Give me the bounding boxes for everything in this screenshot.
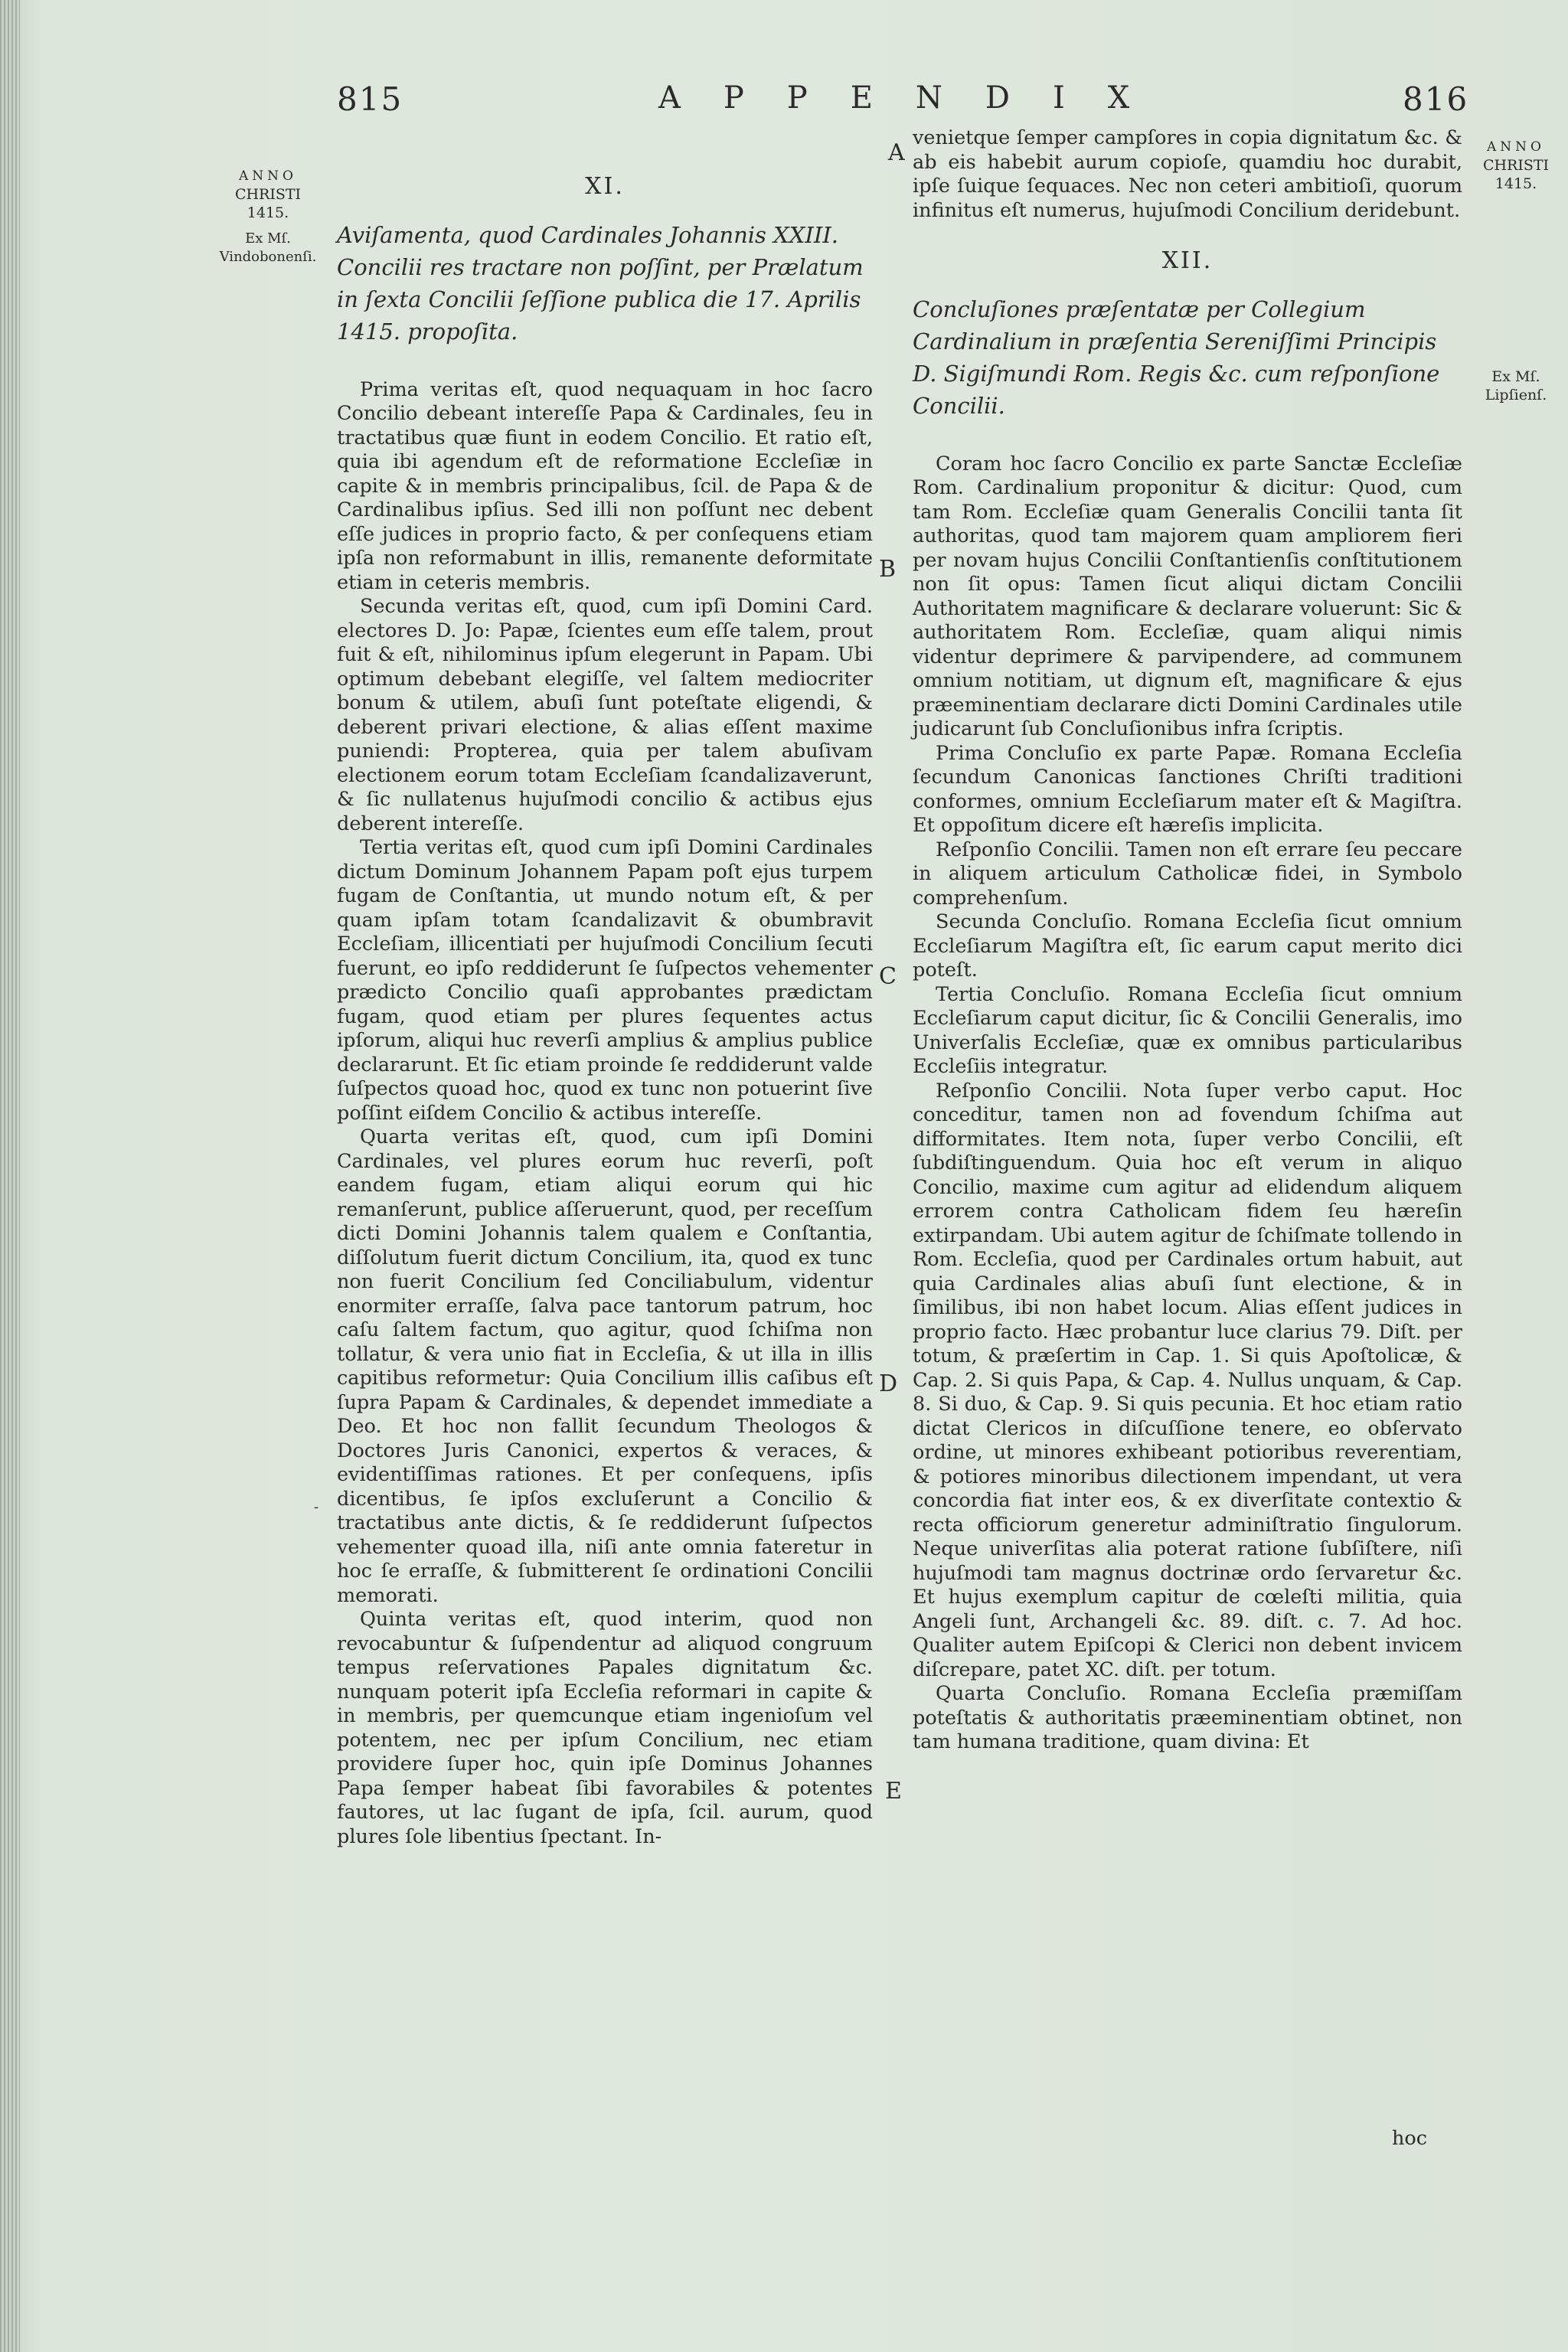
anno-label: ANNO	[239, 168, 297, 184]
catchword: hoc	[1392, 2127, 1428, 2150]
source-note: Ex Mſ. Vindobonenſi.	[219, 230, 317, 265]
book-spine	[0, 0, 20, 2352]
running-title: APPENDIX	[658, 80, 1173, 116]
margin-dot: -	[314, 1499, 319, 1515]
paragraph: Secunda Concluſio. Romana Eccleſia ſicut omnium Eccleſiarum Magiſtra eſt, ſic earum caput merito dici poteſt.	[913, 910, 1462, 982]
paragraph: Quinta veritas eſt, quod interim, quod non revocabuntur & ſuſpendentur ad aliquod congruum tempus reſervationes Papales dignitatum &c. nunquam poterit ipſa Eccleſia reformari in capite & in membris, per quemcunque etiam ingenioſum vel potentem, nec per ipſum Concilium, nec etiam providere ſuper hoc, quin ipſe Dominus Johannes Papa ſemper habeat ſibi favorabiles & potentes fautores, ut lac ſugant de ipſa, ſcil. aurum, quod plures ſole libentius ſpectant. In-	[337, 1608, 873, 1848]
right-column	[913, 126, 1462, 1755]
page-number-right: 816	[1403, 80, 1469, 118]
section-letter-a: A	[888, 139, 905, 166]
year-label: 1415.	[1494, 175, 1537, 192]
section-number-xii: XII.	[1161, 247, 1214, 274]
continuation-paragraph: venietque ſemper campſores in copia dignitatum &c. & ab eis habebit aurum copioſe, quamdiu hoc durabit, ipſe ſuique ſequaces. Nec non ceteri ambitioſi, quorum infinitus eſt numerus, hujuſmodi Concilium deridebunt.	[913, 126, 1462, 222]
section-number-xi: XI.	[585, 173, 625, 200]
right-source-note: Ex Mſ. Lipſienſ.	[1485, 368, 1547, 403]
section-letter-e: E	[885, 1778, 902, 1805]
christi-label: CHRISTI	[1482, 157, 1550, 174]
left-margin-note	[214, 167, 322, 266]
paragraph: Reſponſio Concilii. Nota ſuper verbo caput. Hoc conceditur, tamen non ad fovendum ſchiſma aut difformitates. Item nota, ſuper verbo Concilii, eſt ſubdiſtinguendum. Quia hoc eſt verum in aliquo Concilio, maxime cum agitur ad elidendum aliquem errorem contra Catholicam fidem ſeu hæreſin extirpandam. Ubi autem agitur de ſchiſmate tollendo in Rom. Eccleſia, quod per Cardinales ortum habuit, aut quia Cardinales alias abuſi ſunt electione, & in ſimilibus, ibi non habet locum. Alias eſſent judices in proprio facto. Hæc probantur luce clarius 79. Diſt. per totum, & præſertim in Cap. 1. Si quis Apoſtolicæ, & Cap. 2. Si quis Papa, & Cap. 4. Nullus unquam, & Cap. 8. Si duo, & Cap. 9. Si quis pecunia. Et hoc etiam ratio dictat Clericos in diſcuſſione tenere, eo obſervato ordine, ut minores exhibeant potioribus reverentiam, & potiores minoribus dilectionem impendant, ut vera concordia fiat inter eos, & ex diverſitate contextio & recta officiorum generetur adminiſtratio ſingulorum. Neque univerſitas alia poterat ratione ſubſiſtere, niſi hujuſmodi tam magnus doctrinæ ordo ſervaretur &c. Et hujus exemplum capitur de cœleſti militia, quia Angeli ſunt, Archangeli &c. 89. diſt. c. 7. Ad hoc. Qualiter autem Epiſcopi & Clerici non debent invicem diſcrepare, patet XC. diſt. per totum.	[913, 1079, 1462, 1681]
section-letter-b: B	[879, 556, 897, 583]
christi-label: CHRISTI	[234, 186, 302, 203]
anno-label: ANNO	[1487, 139, 1545, 155]
section-title-xii: Concluſiones præſentatæ per Collegium Cardinalium in præſentia Sereniſſimi Principis D. Sigiſmundi Rom. Regis &c. cum reſponſione Concilii.	[913, 296, 1440, 419]
paragraph: Coram hoc ſacro Concilio ex parte Sanctæ Eccleſiæ Rom. Cardinalium proponitur & dicitur: Quod, cum tam Rom. Eccleſiæ quam Generalis Concilii tanta ſit authoritas, quod tam majorem quam ampliorem fieri per novam hujus Concilii Conſtantienſis conſtitutionem non ſit opus: Tamen ſicut aliqui dictam Concilii Authoritatem magnificare & declarare voluerunt: Sic & authoritatem Rom. Eccleſiæ, quam aliqui nimis videntur deprimere & parvipendere, ad communem omnium notitiam, ut dignum eſt, magnificare & ejus præeminentiam declarare dicti Domini Cardinales utile judicarunt ſub Concluſionibus infra ſcriptis.	[913, 452, 1462, 740]
section-title-xi: Aviſamenta, quod Cardinales Johannis XXIII. Concilii res tractare non poſſint, per Prælatum in ſexta Concilii ſeſſione publica die 17. Aprilis 1415. propoſita.	[337, 221, 864, 345]
paragraph: Quarta Concluſio. Romana Eccleſia præmiſſam poteſtatis & authoritatis præeminentiam obtinet, non tam humana traditione, quam divina: Et	[913, 1682, 1462, 1753]
section-letter-c: C	[879, 963, 897, 990]
paragraph: Reſponſio Concilii. Tamen non eſt errare ſeu peccare in aliquem articulum Catholicæ fidei, in Symbolo comprehenſum.	[913, 838, 1462, 910]
section-letter-d: D	[879, 1370, 898, 1397]
paragraph: Quarta veritas eſt, quod, cum ipſi Domini Cardinales, vel plures eorum huc reverſi, poſt eandem fugam, etiam aliqui eorum qui hic remanſerunt, publice aſſeruerunt, quod, per receſſum dicti Domini Johannis talem qualem e Conſtantia, diſſolutum fuerit dictum Concilium, ita, quod ex tunc non fuerit Concilium ſed Conciliabulum, videntur enormiter erraſſe, ſalva pace tantorum patrum, hoc caſu ſaltem factum, quo agitur, quod ſchiſma non tollatur, & vera unio fiat in Eccleſia, & ut illa in illis capitibus reformetur: Quia Concilium illis caſibus eſt ſupra Papam & Cardinales, & dependet immediate a Deo. Et hoc non fallit ſecundum Theologos & Doctores Juris Canonici, expertos & veraces, & evidentiſſimas rationes. Et per conſequens, ipſis dicentibus, ſe ipſos excluſerunt a Concilio & tractatibus ante dictis, & ſe reddiderunt ſuſpectos vehementer quoad illa, niſi ante omnia fateretur in hoc ſe erraſſe, & ſubmitterent ſe ordinationi Concilii memorati.	[337, 1125, 873, 1607]
year-label: 1415.	[247, 204, 289, 221]
paragraph: Secunda veritas eſt, quod, cum ipſi Domini Card. electores D. Jo: Papæ, ſcientes eum eſſe talem, prout fuit & eſt, nihilominus ipſum elegerunt in Papam. Ubi optimum debebant elegiſſe, vel ſaltem mediocriter bonum & utilem, abuſi ſunt poteſtate eligendi, & deberent privari electione, & alias eſſent maxime puniendi: Propterea, quia per talem abuſivam electionem eorum totam Eccleſiam ſcandalizaverunt, & ſic nullatenus hujuſmodi concilio & actibus ejus deberent intereſſe.	[337, 595, 873, 835]
left-column	[337, 167, 873, 1849]
paragraph: Prima veritas eſt, quod nequaquam in hoc ſacro Concilio debeant intereſſe Papa & Cardinales, ſeu in tractatibus quæ fiunt in eodem Concilio. Et ratio eſt, quia ibi agendum eſt de reformatione Eccleſiæ in capite & in membris principalibus, ſcil. de Papa & de Cardinalibus ipſius. Sed illi non poſſunt nec debent eſſe judices in proprio facto, & per conſequens etiam ipſa non reformabunt in illis, remanente deformitate etiam in ceteris membris.	[337, 377, 873, 594]
paragraph: Tertia Concluſio. Romana Eccleſia ſicut omnium Eccleſiarum caput dicitur, ſic & Concilii Generalis, imo Univerſalis Eccleſiæ, quæ ex omnibus particularibus Eccleſiis integratur.	[913, 982, 1462, 1078]
paragraph: Prima Concluſio ex parte Papæ. Romana Eccleſia ſecundum Canonicas ſanctiones Chriſti traditioni conformes, omnium Eccleſiarum mater eſt & Magiſtra. Et oppoſitum dicere eſt hæreſis implicita.	[913, 741, 1462, 837]
right-margin-note	[1474, 138, 1558, 193]
paragraph: Tertia veritas eſt, quod cum ipſi Domini Cardinales dictum Dominum Johannem Papam poſt ejus turpem fugam de Conſtantia, ut mundo notum eſt, & per quam ipſam totam ſcandalizavit & obumbravit Eccleſiam, illicentiati per hujuſmodi Concilium ſecuti fuerunt, eo ipſo reddiderunt ſe ſuſpectos vehementer prædicto Concilio quaſi approbantes prædictam fugam, quod etiam per plures ſequentes actus ipſorum, aliqui huc reverſi amplius & amplius publice declararunt. Et ſic etiam proinde ſe reddiderunt valde ſuſpectos quoad hoc, quod ex tunc non potuerint ſive poſſint eiſdem Concilio & actibus intereſſe.	[337, 836, 873, 1125]
page-number-left: 815	[337, 80, 403, 118]
